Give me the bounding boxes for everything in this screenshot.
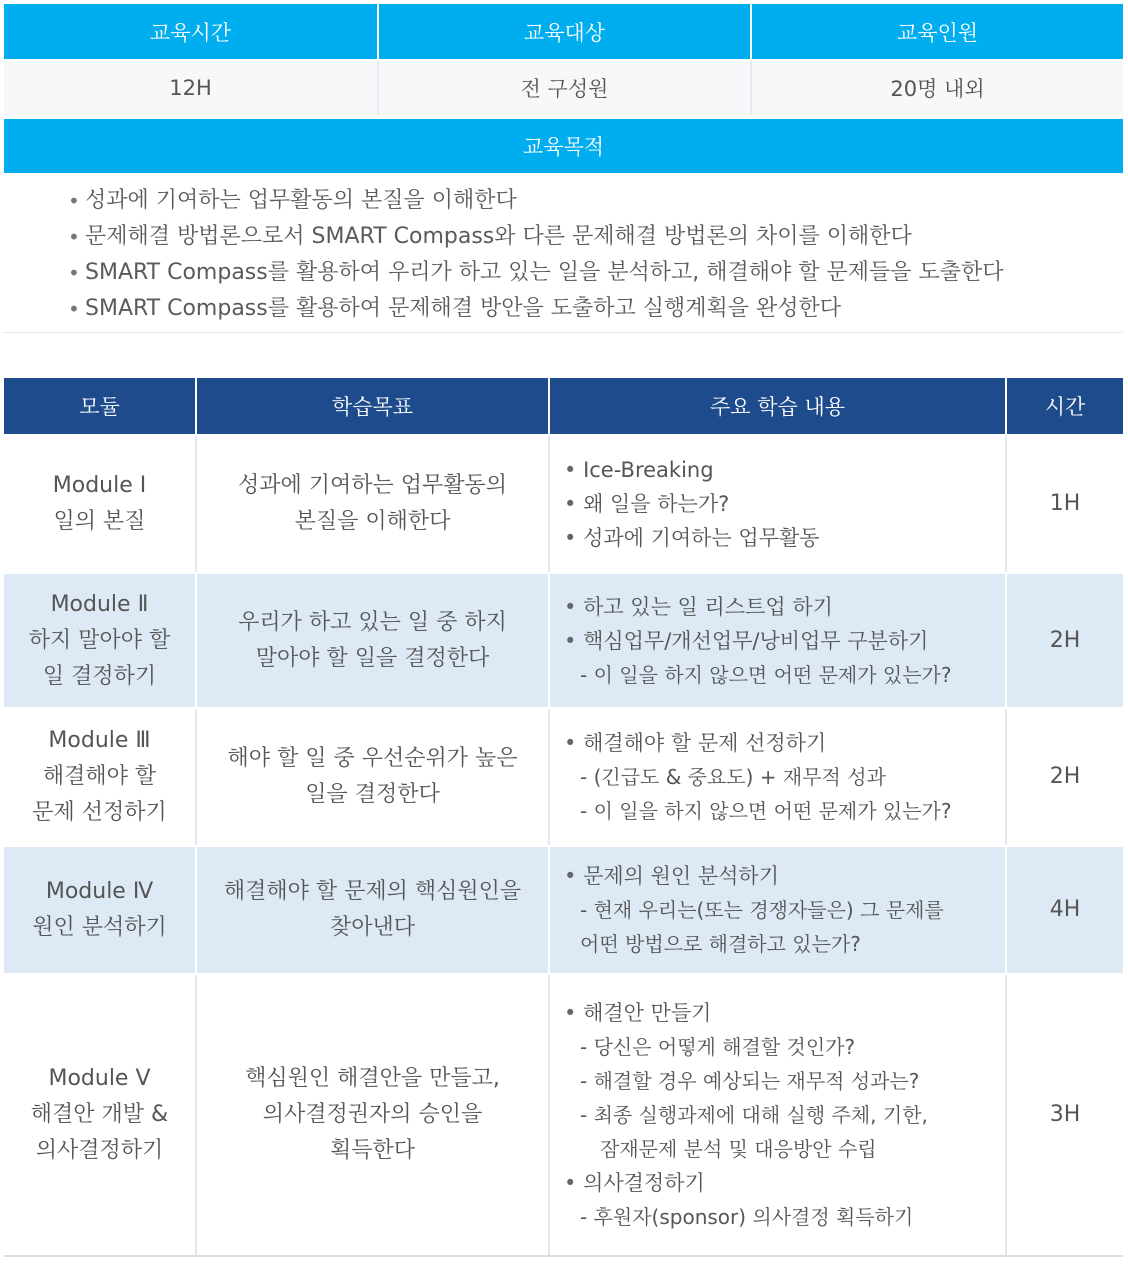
list-item: • 핵심업무/개선업무/낭비업무 구분하기 — [564, 624, 951, 658]
table-row — [4, 845, 1123, 973]
header-learning-goal: 학습목표 — [195, 378, 548, 434]
list-item: • 하고 있는 일 리스트업 하기 — [564, 590, 951, 624]
table-row — [4, 973, 1123, 1255]
module-time: 1H — [1005, 436, 1123, 572]
purpose-item: • SMART Compass를 활용하여 문제해결 방안을 도출하고 실행계획을 완성한다 — [68, 291, 1123, 327]
list-item: - (긴급도 & 중요도) + 재무적 성과 — [564, 760, 951, 794]
purpose-list — [4, 173, 1123, 333]
main-content — [548, 436, 1005, 572]
header-edu-headcount: 교육인원 — [750, 4, 1123, 59]
main-content — [548, 574, 1005, 707]
module-name: Module Ⅳ 원인 분석하기 — [32, 879, 167, 940]
value-edu-headcount: 20명 내외 — [750, 61, 1123, 115]
purpose-item: • 성과에 기여하는 업무활동의 본질을 이해한다 — [68, 183, 1123, 219]
list-item: - 이 일을 하지 않으면 어떤 문제가 있는가? — [564, 794, 951, 828]
learning-goal: 해결해야 할 문제의 핵심원인을 찾아낸다 — [195, 847, 548, 973]
list-item: • 왜 일을 하는가? — [564, 487, 820, 521]
module-table-header — [4, 378, 1123, 434]
list-item: • 문제의 원인 분석하기 — [564, 859, 944, 893]
module-name: Module Ⅴ 해결안 개발 & 의사결정하기 — [30, 1066, 169, 1163]
list-item: - 현재 우리는(또는 경쟁자들은) 그 문제를 — [564, 893, 944, 927]
purpose-item: • SMART Compass를 활용하여 우리가 하고 있는 일을 분석하고, 해결해야 할 문제들을 도출한다 — [68, 255, 1123, 291]
header-time: 시간 — [1005, 378, 1123, 434]
list-item: - 이 일을 하지 않으면 어떤 문제가 있는가? — [564, 658, 951, 692]
list-item: • 의사결정하기 — [564, 1166, 928, 1200]
value-edu-time: 12H — [4, 61, 377, 115]
main-content — [548, 709, 1005, 845]
module-time: 2H — [1005, 574, 1123, 707]
list-item: • Ice-Breaking — [564, 453, 820, 487]
table-row — [4, 434, 1123, 572]
purpose-item: • 문제해결 방법론으로서 SMART Compass와 다른 문제해결 방법론의 차이를 이해한다 — [68, 219, 1123, 255]
table-row — [4, 707, 1123, 845]
learning-goal: 우리가 하고 있는 일 중 하지 말아야 할 일을 결정한다 — [195, 574, 548, 707]
course-info-header-row — [4, 4, 1123, 59]
main-content — [548, 847, 1005, 973]
module-name: Module Ⅱ 하지 말아야 할 일 결정하기 — [28, 591, 171, 689]
learning-goal: 핵심원인 해결안을 만들고, 의사결정권자의 승인을 획득한다 — [195, 975, 548, 1255]
value-edu-target: 전 구성원 — [377, 61, 750, 115]
list-item: • 해결해야 할 문제 선정하기 — [564, 726, 951, 760]
course-info-table — [4, 4, 1123, 333]
list-item: - 해결할 경우 예상되는 재무적 성과는? — [564, 1064, 928, 1098]
list-item: • 해결안 만들기 — [564, 996, 928, 1030]
header-edu-target: 교육대상 — [377, 4, 750, 59]
learning-goal: 성과에 기여하는 업무활동의 본질을 이해한다 — [195, 436, 548, 572]
list-item: - 후원자(sponsor) 의사결정 획득하기 — [564, 1200, 928, 1234]
module-name: Module Ⅰ 일의 본질 — [52, 473, 147, 534]
list-item: - 당신은 어떻게 해결할 것인가? — [564, 1030, 928, 1064]
header-edu-time: 교육시간 — [149, 20, 232, 45]
module-table — [4, 378, 1123, 1257]
module-time: 3H — [1005, 975, 1123, 1255]
main-content — [548, 975, 1005, 1255]
module-time: 4H — [1005, 847, 1123, 973]
table-row — [4, 572, 1123, 707]
header-module: 모듈 — [79, 395, 120, 419]
module-time: 2H — [1005, 709, 1123, 845]
purpose-title: 교육목적 — [4, 119, 1123, 173]
header-main-content: 주요 학습 내용 — [548, 378, 1005, 434]
course-info-value-row — [4, 61, 1123, 115]
module-name: Module Ⅲ 해결해야 할 문제 선정하기 — [32, 728, 167, 825]
list-item: 잠재문제 분석 및 대응방안 수립 — [600, 1137, 877, 1161]
list-item: • 성과에 기여하는 업무활동 — [564, 521, 820, 555]
learning-goal: 해야 할 일 중 우선순위가 높은 일을 결정한다 — [195, 709, 548, 845]
list-item: 어떤 방법으로 해결하고 있는가? — [580, 932, 861, 956]
list-item: - 최종 실행과제에 대해 실행 주체, 기한, — [564, 1098, 928, 1132]
